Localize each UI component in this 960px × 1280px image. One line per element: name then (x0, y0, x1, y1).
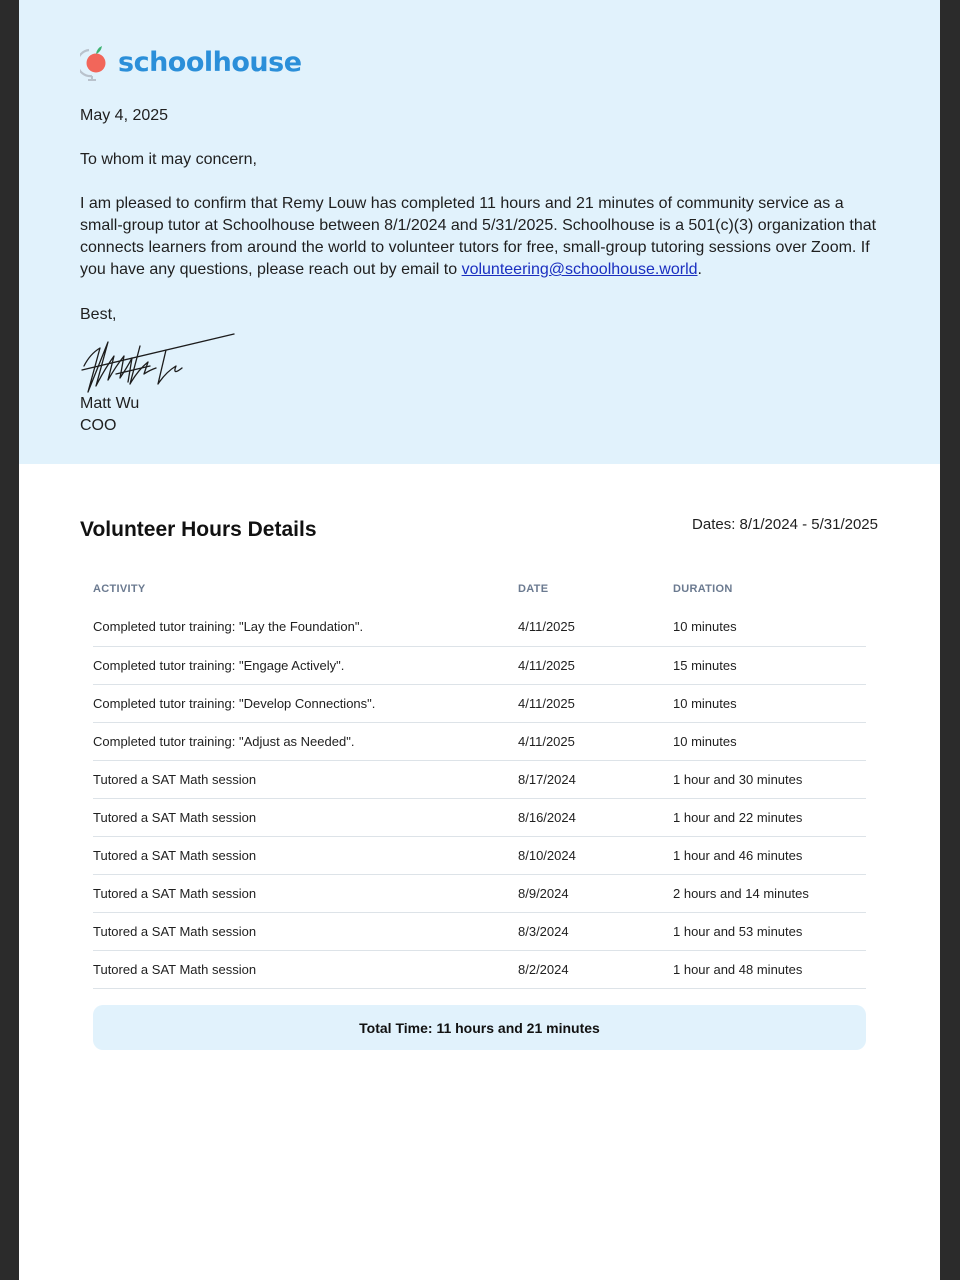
table-row (93, 912, 866, 950)
duration-cell: 1 hour and 30 minutes (673, 760, 866, 798)
email-link[interactable]: volunteering@schoolhouse.world (461, 261, 698, 278)
logo-wordmark: schoolhouse (118, 46, 302, 78)
activity-cell: Completed tutor training: "Lay the Foundation". (93, 608, 518, 646)
hours-table (93, 570, 866, 989)
duration-cell: 1 hour and 48 minutes (673, 950, 866, 988)
apple-globe-icon (80, 42, 108, 82)
column-header-activity: ACTIVITY (93, 583, 146, 595)
letter-body-text: I am pleased to confirm that Remy Louw has completed 11 hours and 21 minutes of community service as a small-group tutor at Schoolhouse between 8/1/2024 and 5/31/2025. Schoolhouse is a 501(c)(3) organization that connects learners from around the world to volunteer tutors for free, small-group tutoring sessions over Zoom. If you have any questions, please reach out by email to (80, 195, 877, 278)
activity-cell: Tutored a SAT Math session (93, 912, 518, 950)
duration-cell: 2 hours and 14 minutes (673, 874, 866, 912)
letter-closing: Best, (80, 306, 117, 323)
table-row (93, 798, 866, 836)
date-cell: 4/11/2025 (518, 684, 673, 722)
signature-image (80, 326, 240, 398)
table-row (93, 760, 866, 798)
letter-greeting: To whom it may concern, (80, 151, 257, 168)
date-cell: 4/11/2025 (518, 646, 673, 684)
activity-cell: Completed tutor training: "Adjust as Needed". (93, 722, 518, 760)
document-page (19, 0, 940, 1280)
letter-date: May 4, 2025 (80, 107, 169, 124)
activity-cell: Tutored a SAT Math session (93, 760, 518, 798)
details-title: Volunteer Hours Details (80, 518, 317, 541)
duration-cell: 1 hour and 22 minutes (673, 798, 866, 836)
column-header-date: DATE (518, 583, 549, 595)
date-cell: 4/11/2025 (518, 608, 673, 646)
table-row (93, 874, 866, 912)
table-row (93, 722, 866, 760)
date-cell: 8/17/2024 (518, 760, 673, 798)
letter-body (80, 193, 890, 281)
activity-cell: Completed tutor training: "Engage Actively". (93, 646, 518, 684)
date-cell: 8/16/2024 (518, 798, 673, 836)
duration-cell: 10 minutes (673, 608, 866, 646)
date-range: Dates: 8/1/2024 - 5/31/2025 (692, 516, 878, 533)
signer-name: Matt Wu (80, 395, 140, 412)
table-row (93, 608, 866, 646)
table-row (93, 836, 866, 874)
activity-cell: Tutored a SAT Math session (93, 950, 518, 988)
activity-cell: Tutored a SAT Math session (93, 798, 518, 836)
duration-cell: 15 minutes (673, 646, 866, 684)
date-cell: 8/10/2024 (518, 836, 673, 874)
letter-body-end: . (697, 261, 702, 278)
table-row (93, 684, 866, 722)
table-header-row (93, 570, 866, 608)
total-time: Total Time: 11 hours and 21 minutes (93, 1005, 866, 1050)
letter-section (19, 0, 940, 464)
date-cell: 8/9/2024 (518, 874, 673, 912)
table-row (93, 646, 866, 684)
date-cell: 8/2/2024 (518, 950, 673, 988)
column-header-duration: DURATION (673, 583, 733, 595)
table-row (93, 950, 866, 988)
duration-cell: 1 hour and 53 minutes (673, 912, 866, 950)
schoolhouse-logo (80, 42, 302, 82)
signer-title: COO (80, 417, 117, 434)
activity-cell: Tutored a SAT Math session (93, 836, 518, 874)
duration-cell: 1 hour and 46 minutes (673, 836, 866, 874)
activity-cell: Tutored a SAT Math session (93, 874, 518, 912)
activity-cell: Completed tutor training: "Develop Connections". (93, 684, 518, 722)
duration-cell: 10 minutes (673, 684, 866, 722)
date-cell: 8/3/2024 (518, 912, 673, 950)
date-cell: 4/11/2025 (518, 722, 673, 760)
duration-cell: 10 minutes (673, 722, 866, 760)
